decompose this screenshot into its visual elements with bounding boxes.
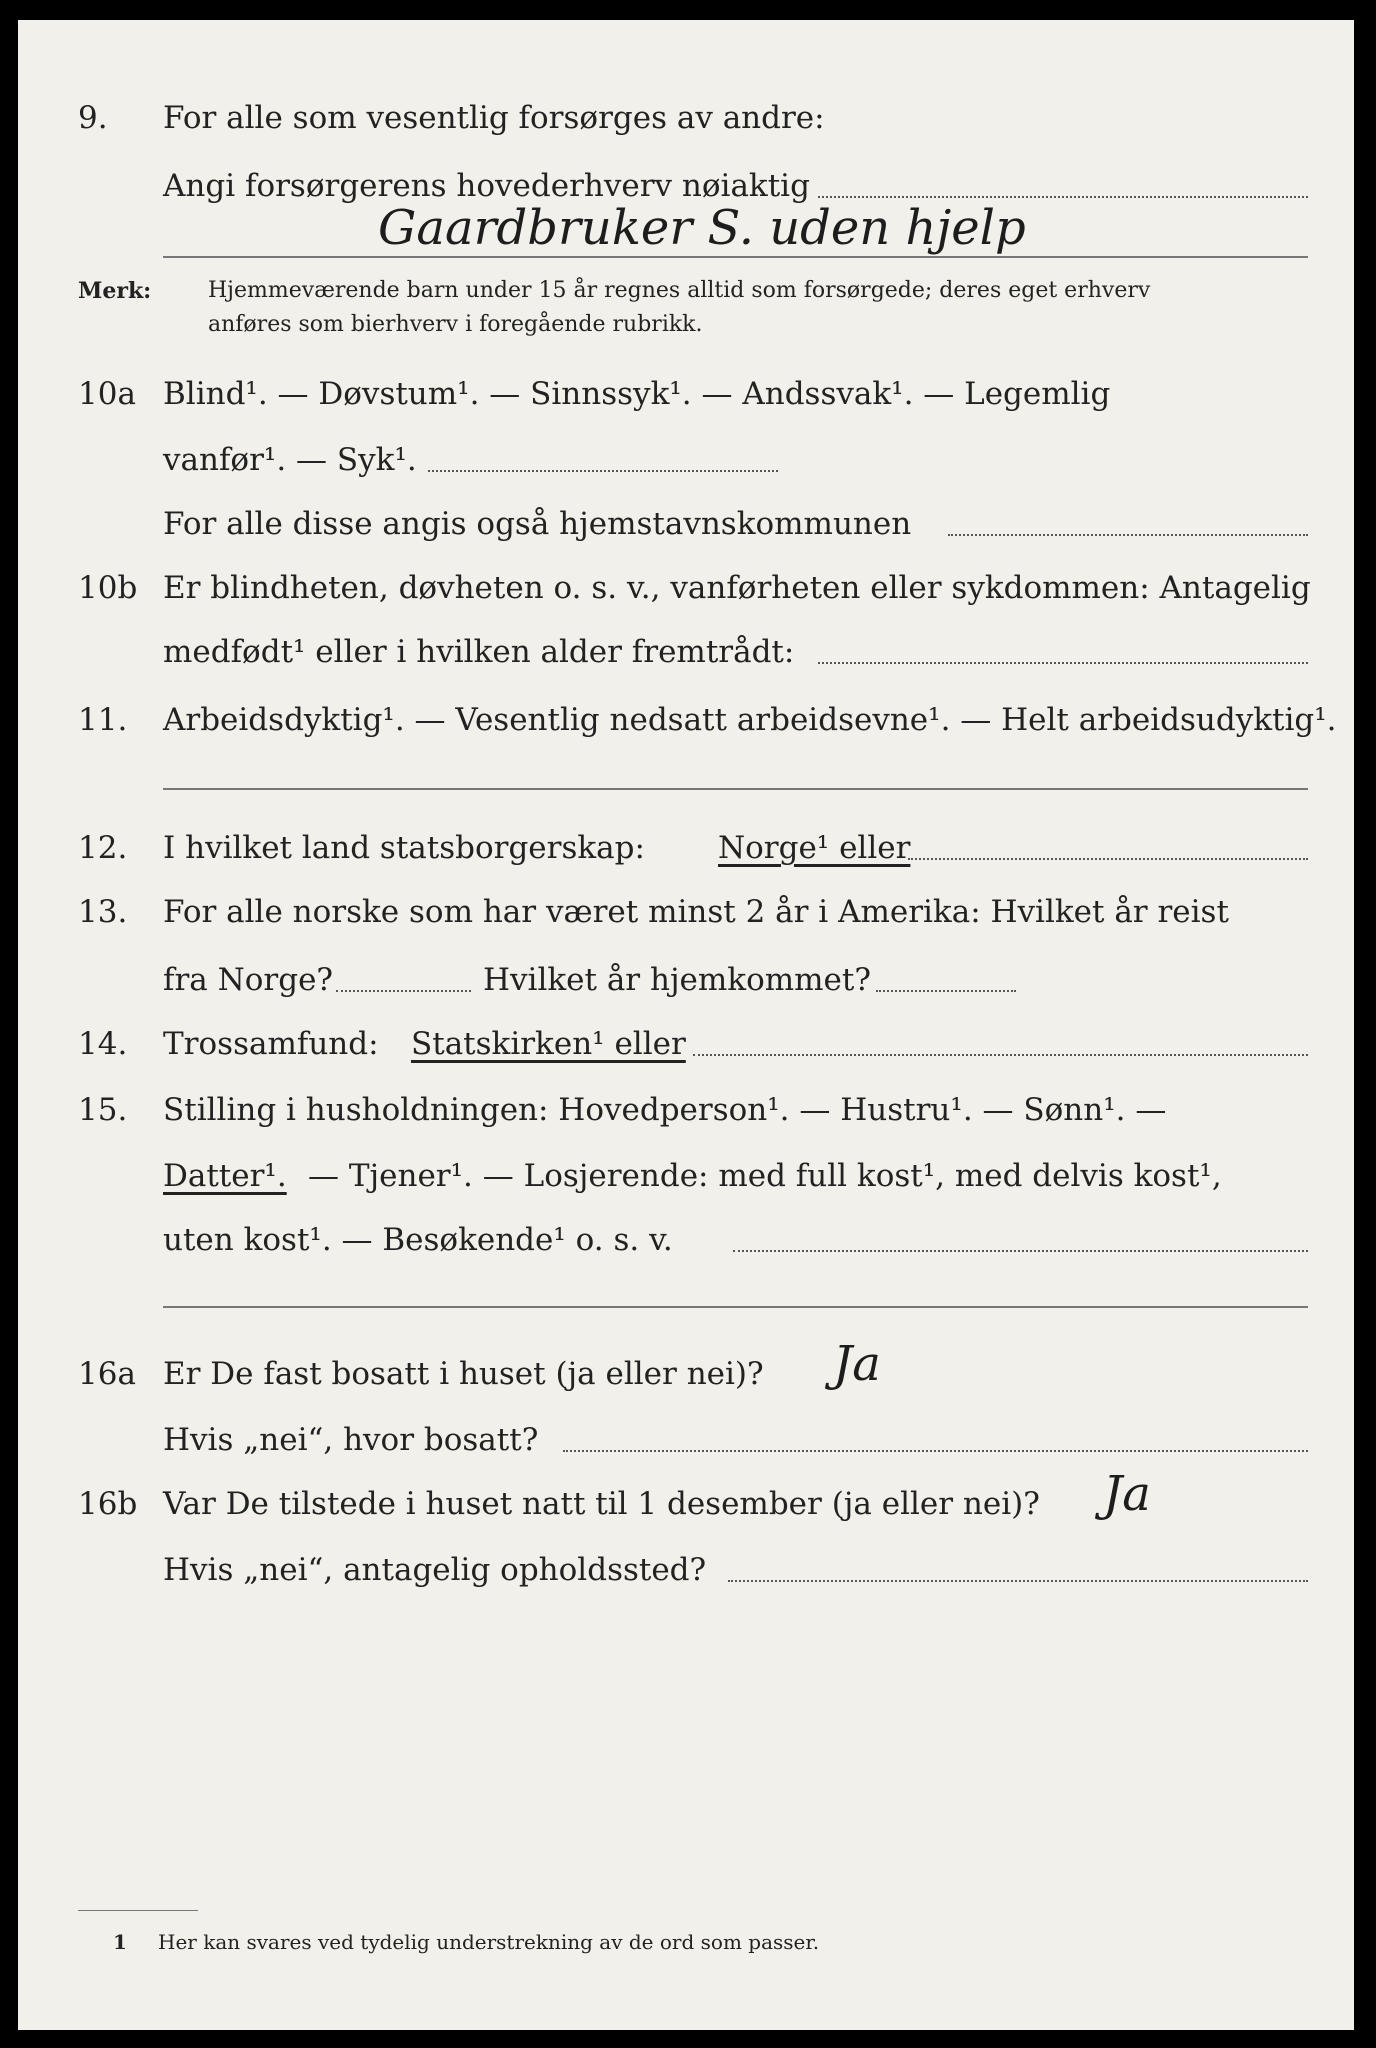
q15-answer-line: [733, 1250, 1308, 1252]
q11-line1: Arbeidsdyktig¹. — Vesentlig nedsatt arbeidsevne¹. — Helt arbeidsudyktig¹.: [163, 702, 1337, 738]
q13-line2b: Hvilket år hjemkommet?: [483, 962, 871, 998]
q10b-answer-line: [818, 662, 1308, 664]
q13-reist-line: [336, 990, 471, 992]
q13-number: 13.: [78, 894, 128, 930]
q14-number: 14.: [78, 1026, 128, 1062]
q9-handwritten-answer: Gaardbruker S. uden hjelp: [378, 200, 1026, 256]
q16a-answer-line: [563, 1450, 1308, 1452]
q11-answer-line: [163, 788, 1308, 790]
q16b-handwritten-answer: Ja: [1103, 1466, 1151, 1522]
q16b-line1: Var De tilstede i huset natt til 1 desember (ja eller nei)?: [163, 1486, 1040, 1522]
q15-datter: Datter¹.: [163, 1158, 287, 1194]
q16b-answer-line: [728, 1580, 1308, 1582]
q16b-line2: Hvis „nei“, antagelig opholdssted?: [163, 1552, 707, 1588]
q15-line1: Stilling i husholdningen: Hovedperson¹. — Hustru¹. — Sønn¹. —: [163, 1092, 1167, 1128]
q14-underlined: Statskirken¹ eller: [411, 1026, 686, 1062]
q10b-line1: Er blindheten, døvheten o. s. v., vanførheten eller sykdommen: Antagelig: [163, 570, 1311, 606]
q12-number: 12.: [78, 830, 128, 866]
q10a-answer-line: [428, 470, 778, 472]
q9-number: 9.: [78, 100, 108, 136]
q10b-line2: medfødt¹ eller i hvilken alder fremtrådt:: [163, 634, 795, 670]
footnote-rule: [78, 1910, 198, 1911]
q9-line1: For alle som vesentlig forsørges av andre:: [163, 100, 825, 136]
q13-line1: For alle norske som har været minst 2 år i Amerika: Hvilket år reist: [163, 894, 1229, 930]
q10a-number: 10a: [78, 376, 136, 412]
merk-label: Merk:: [78, 278, 152, 304]
q11-number: 11.: [78, 702, 128, 738]
q14-answer-line: [693, 1054, 1308, 1056]
q15-line2: — Tjener¹. — Losjerende: med full kost¹, med delvis kost¹,: [308, 1158, 1222, 1194]
q10a-line2: vanfør¹. — Syk¹.: [163, 442, 417, 478]
q9-answer-line: [818, 196, 1308, 198]
q9-line2: Angi forsørgerens hovederhverv nøiaktig: [163, 168, 810, 204]
q16a-handwritten-answer: Ja: [833, 1336, 881, 1392]
q15-answer-line-2: [163, 1306, 1308, 1308]
q16b-number: 16b: [78, 1486, 138, 1522]
q15-number: 15.: [78, 1092, 128, 1128]
q9-answer-line-2: [163, 256, 1308, 258]
q16a-line2: Hvis „nei“, hvor bosatt?: [163, 1422, 539, 1458]
q10b-number: 10b: [78, 570, 138, 606]
q12-prefix: I hvilket land statsborgerskap:: [163, 830, 645, 866]
q15-line3: uten kost¹. — Besøkende¹ o. s. v.: [163, 1222, 673, 1258]
q14-prefix: Trossamfund:: [163, 1026, 379, 1062]
q13-hjemkommet-line: [876, 990, 1016, 992]
census-form-page: [18, 20, 1354, 2030]
footnote-text: Her kan svares ved tydelig understrekning av de ord som passer.: [158, 1930, 820, 1954]
q12-answer-line: [908, 858, 1308, 860]
q10a-line3: For alle disse angis også hjemstavnskommunen: [163, 506, 912, 542]
q10a-hjemstavn-line: [948, 534, 1308, 536]
merk-line2: anføres som bierhverv i foregående rubrikk.: [208, 312, 703, 337]
q16a-number: 16a: [78, 1356, 136, 1392]
q10a-line1: Blind¹. — Døvstum¹. — Sinnssyk¹. — Andssvak¹. — Legemlig: [163, 376, 1111, 412]
merk-line1: Hjemmeværende barn under 15 år regnes alltid som forsørgede; deres eget erhverv: [208, 278, 1151, 303]
q12-underlined: Norge¹ eller: [718, 830, 911, 866]
q13-line2a: fra Norge?: [163, 962, 334, 998]
q16a-line1: Er De fast bosatt i huset (ja eller nei)?: [163, 1356, 764, 1392]
footnote-mark: 1: [113, 1930, 127, 1954]
